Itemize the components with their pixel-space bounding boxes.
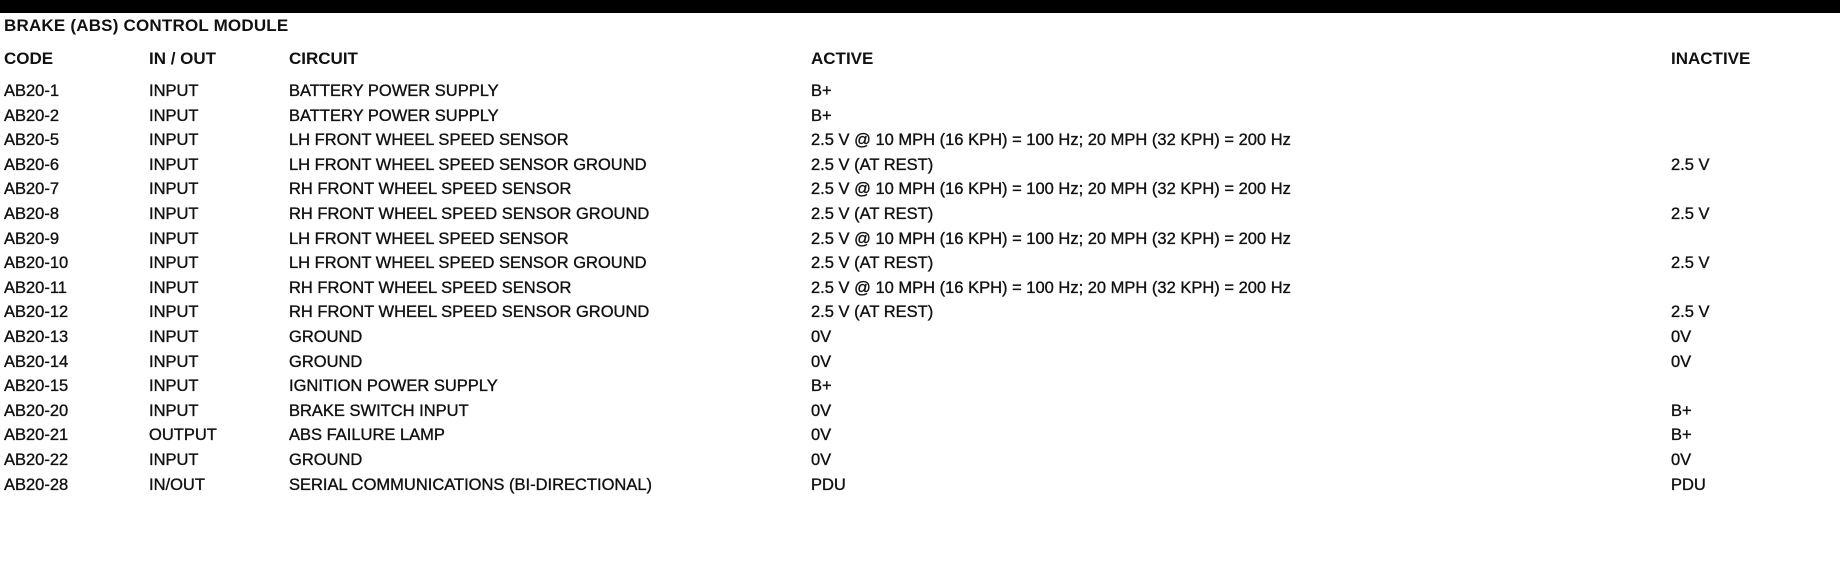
cell-inactive [1671, 104, 1834, 129]
cell-circuit: BATTERY POWER SUPPLY [289, 106, 499, 125]
cell-io: INPUT [149, 254, 199, 273]
cell-io: INPUT [149, 278, 199, 297]
cell-io: INPUT [149, 180, 199, 199]
cell-io: INPUT [149, 450, 199, 469]
column-header-code: CODE [4, 49, 54, 68]
cell-active: 0V [811, 327, 832, 346]
cell-inactive [1671, 128, 1834, 153]
cell-inactive: 2.5 V [1671, 204, 1710, 223]
cell-code: AB20-6 [4, 155, 60, 174]
column-header-active: ACTIVE [811, 49, 874, 68]
cell-io: INPUT [149, 377, 199, 396]
cell-code: AB20-28 [4, 475, 69, 494]
cell-circuit: BATTERY POWER SUPPLY [289, 82, 499, 100]
cell-io: INPUT [149, 401, 199, 420]
document-title: BRAKE (ABS) CONTROL MODULE [4, 16, 289, 35]
cell-code: AB20-13 [4, 327, 69, 346]
cell-io: IN/OUT [149, 475, 205, 494]
cell-code: AB20-21 [4, 426, 69, 445]
table-row [4, 300, 1834, 325]
cell-circuit: RH FRONT WHEEL SPEED SENSOR [289, 278, 572, 297]
cell-circuit: RH FRONT WHEEL SPEED SENSOR GROUND [289, 204, 650, 223]
cell-circuit: GROUND [289, 327, 363, 346]
table-row [4, 128, 1834, 153]
table-row [4, 104, 1834, 129]
table-row [4, 202, 1834, 227]
cell-inactive [1671, 227, 1834, 252]
cell-active: 2.5 V (AT REST) [811, 254, 934, 273]
cell-inactive: B+ [1671, 401, 1692, 420]
table-row [4, 473, 1834, 498]
header-row [4, 49, 1834, 77]
cell-inactive: PDU [1671, 475, 1706, 494]
cell-circuit: LH FRONT WHEEL SPEED SENSOR GROUND [289, 254, 647, 273]
cell-circuit: GROUND [289, 450, 363, 469]
cell-inactive [1671, 374, 1834, 399]
cell-active: 2.5 V (AT REST) [811, 204, 934, 223]
table-header [4, 49, 1834, 77]
cell-code: AB20-10 [4, 254, 69, 273]
cell-code: AB20-9 [4, 229, 60, 248]
table-row [4, 77, 1834, 104]
table-body [4, 77, 1834, 497]
cell-code: AB20-11 [4, 278, 67, 297]
cell-io: INPUT [149, 327, 199, 346]
cell-active: 2.5 V (AT REST) [811, 303, 934, 322]
top-rule-bar [0, 0, 1840, 13]
column-header-io: IN / OUT [149, 49, 217, 68]
cell-code: AB20-1 [4, 82, 60, 100]
cell-active: B+ [811, 82, 832, 100]
cell-inactive: B+ [1671, 426, 1692, 445]
cell-io: OUTPUT [149, 426, 217, 445]
cell-circuit: LH FRONT WHEEL SPEED SENSOR GROUND [289, 155, 647, 174]
cell-active: 0V [811, 401, 832, 420]
cell-active: 2.5 V (AT REST) [811, 155, 934, 174]
cell-io: INPUT [149, 131, 199, 150]
table-row [4, 374, 1834, 399]
table-row [4, 153, 1834, 178]
cell-circuit: RH FRONT WHEEL SPEED SENSOR GROUND [289, 303, 650, 322]
cell-circuit: ABS FAILURE LAMP [289, 426, 445, 445]
cell-io: INPUT [149, 229, 199, 248]
table-row [4, 448, 1834, 473]
cell-active: 0V [811, 450, 832, 469]
table-row [4, 399, 1834, 424]
column-header-inactive: INACTIVE [1671, 49, 1751, 68]
table-row [4, 177, 1834, 202]
cell-active: 0V [811, 352, 832, 371]
cell-active: 0V [811, 426, 832, 445]
cell-active: 2.5 V @ 10 MPH (16 KPH) = 100 Hz; 20 MPH (32 KPH) = 200 Hz [811, 229, 1291, 248]
pinout-table [4, 49, 1834, 497]
column-header-circuit: CIRCUIT [289, 49, 358, 68]
table-row [4, 423, 1834, 448]
cell-code: AB20-22 [4, 450, 69, 469]
cell-code: AB20-5 [4, 131, 60, 150]
cell-active: 2.5 V @ 10 MPH (16 KPH) = 100 Hz; 20 MPH (32 KPH) = 200 Hz [811, 278, 1291, 297]
cell-code: AB20-20 [4, 401, 69, 420]
cell-inactive: 0V [1671, 327, 1692, 346]
cell-inactive: 2.5 V [1671, 254, 1710, 273]
cell-circuit: RH FRONT WHEEL SPEED SENSOR [289, 180, 572, 199]
cell-io: INPUT [149, 303, 199, 322]
table-row [4, 227, 1834, 252]
cell-active: B+ [811, 106, 832, 125]
cell-io: INPUT [149, 204, 199, 223]
cell-circuit: GROUND [289, 352, 363, 371]
table-row [4, 251, 1834, 276]
cell-code: AB20-14 [4, 352, 69, 371]
cell-inactive: 0V [1671, 352, 1692, 371]
cell-active: 2.5 V @ 10 MPH (16 KPH) = 100 Hz; 20 MPH (32 KPH) = 200 Hz [811, 131, 1291, 150]
cell-circuit: BRAKE SWITCH INPUT [289, 401, 469, 420]
cell-inactive [1671, 177, 1834, 202]
cell-inactive [1671, 276, 1834, 301]
cell-io: INPUT [149, 352, 199, 371]
cell-active: B+ [811, 377, 832, 396]
cell-code: AB20-7 [4, 180, 60, 199]
cell-code: AB20-2 [4, 106, 60, 125]
cell-code: AB20-8 [4, 204, 60, 223]
cell-inactive: 0V [1671, 450, 1692, 469]
cell-inactive: 2.5 V [1671, 303, 1710, 322]
cell-active: 2.5 V @ 10 MPH (16 KPH) = 100 Hz; 20 MPH (32 KPH) = 200 Hz [811, 180, 1291, 199]
cell-code: AB20-12 [4, 303, 69, 322]
cell-io: INPUT [149, 155, 199, 174]
cell-code: AB20-15 [4, 377, 69, 396]
table-row [4, 325, 1834, 350]
cell-circuit: LH FRONT WHEEL SPEED SENSOR [289, 131, 569, 150]
cell-circuit: LH FRONT WHEEL SPEED SENSOR [289, 229, 569, 248]
cell-inactive: 2.5 V [1671, 155, 1710, 174]
cell-io: INPUT [149, 106, 199, 125]
table-row [4, 276, 1834, 301]
cell-active: PDU [811, 475, 846, 494]
table-row [4, 350, 1834, 375]
cell-circuit: SERIAL COMMUNICATIONS (BI-DIRECTIONAL) [289, 475, 653, 494]
cell-circuit: IGNITION POWER SUPPLY [289, 377, 498, 396]
cell-io: INPUT [149, 82, 199, 100]
cell-inactive [1671, 77, 1834, 104]
